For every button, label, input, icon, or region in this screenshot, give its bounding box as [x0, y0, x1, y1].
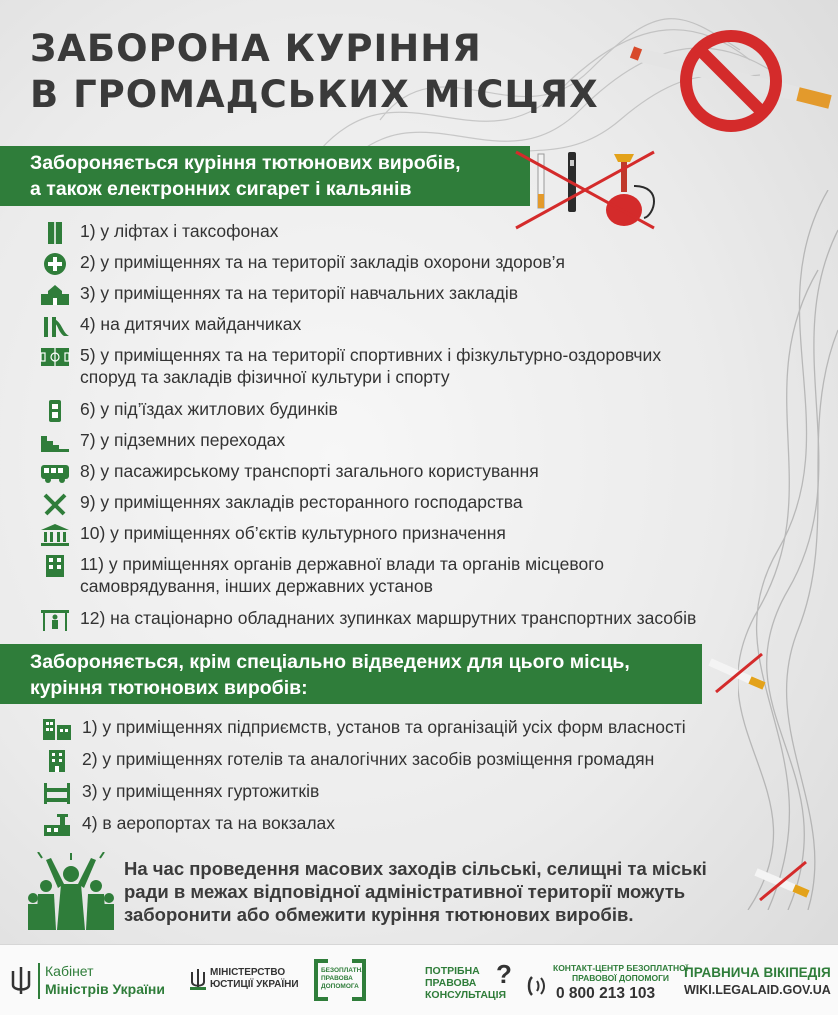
office-buildings-icon — [40, 716, 74, 742]
section-2-list — [40, 716, 686, 844]
list-item: 4) на дитячих майданчиках — [38, 313, 696, 344]
legal-wiki-link[interactable]: WIKI.LEGALAID.GOV.UA — [684, 983, 831, 997]
section-1-heading-line-2: а також електронних сигарет і кальянів — [30, 178, 412, 200]
footer — [0, 944, 838, 1015]
bus-stop-icon — [38, 607, 72, 633]
museum-icon — [38, 522, 72, 548]
list-item: 10) у приміщеннях об’єктів культурного призначення — [38, 522, 696, 553]
list-item: 11) у приміщеннях органів державної влади та органів місцевого самоврядування, інших державних установ — [38, 553, 696, 607]
airport-icon — [40, 812, 74, 838]
contact-center-label: КОНТАКТ-ЦЕНТР БЕЗОПЛАТНОЇ ПРАВОВОЇ ДОПОМОГИ — [553, 963, 689, 983]
list-item: 4) в аеропортах та на вокзалах — [40, 812, 686, 844]
no-smoking-note-icon — [752, 858, 812, 904]
phone-number[interactable]: 0 800 213 103 — [556, 985, 656, 1002]
title-line-2: В ГРОМАДСЬКИХ МІСЦЯХ — [30, 73, 599, 116]
list-item: 6) у під’їздах житлових будинків — [38, 398, 696, 429]
section-2-heading-line-2: куріння тютюнових виробів: — [30, 677, 308, 699]
section-2-heading-line-1: Забороняється, крім спеціально відведених для цього місць, — [30, 651, 630, 673]
section-1-heading — [0, 146, 530, 206]
list-item: 1) у ліфтах і таксофонах — [38, 220, 696, 251]
section-1-list — [38, 220, 696, 638]
entrance-door-icon — [38, 398, 72, 424]
list-item: 2) у приміщеннях готелів та аналогічних засобів розміщення громадян — [40, 748, 686, 780]
list-item: 5) у приміщеннях та на території спортивних і фізкультурно-оздоровчих споруд та закладів фізичної культури і спорту — [38, 344, 696, 398]
list-item: 3) у приміщеннях та на території навчальних закладів — [38, 282, 696, 313]
cabinet-logo[interactable]: Кабінет Міністрів України — [45, 963, 165, 997]
list-item: 1) у приміщеннях підприємств, установ та організацій усіх форм власності — [40, 716, 686, 748]
ministry-of-justice-logo[interactable]: МІНІСТЕРСТВО ЮСТИЦІЇ УКРАЇНИ — [210, 967, 299, 990]
government-building-icon — [38, 553, 72, 579]
stairs-icon — [38, 429, 72, 455]
playground-slide-icon — [38, 313, 72, 339]
list-item: 12) на стаціонарно обладнаних зупинках маршрутних транспортних засобів — [38, 607, 696, 638]
medical-cross-icon — [38, 251, 72, 277]
list-item: 7) у підземних переходах — [38, 429, 696, 460]
list-item: 8) у пасажирському транспорті загального користування — [38, 460, 696, 491]
section-1-heading-line-1: Забороняється куріння тютюнових виробів, — [30, 152, 461, 174]
need-consultation-label: ПОТРІБНА ПРАВОВА КОНСУЛЬТАЦІЯ — [425, 965, 507, 1001]
legal-aid-logo[interactable]: БЕЗОПЛАТНА ПРАВОВА ДОПОМОГА — [314, 959, 366, 1001]
phone-icon — [526, 975, 546, 997]
question-mark-icon: ? — [496, 959, 512, 989]
bunk-bed-icon — [40, 780, 74, 806]
section-2-heading — [0, 644, 702, 704]
crowd-icon — [28, 852, 114, 930]
no-smoking-small-icon — [706, 650, 768, 696]
legal-wiki-label: ПРАВНИЧА ВІКІПЕДІЯ — [684, 965, 831, 980]
smoke-decoration-right — [738, 190, 838, 910]
mass-events-note: На час проведення масових заходів сільські, селищні та міські ради в межах відповідної адміністративної території можуть заборонити або обмежити куріння тютюнових виробів. — [124, 858, 707, 925]
no-smoking-sign-icon — [628, 24, 836, 136]
list-item: 2) у приміщеннях та на території закладів охорони здоров’я — [38, 251, 696, 282]
bus-icon — [38, 460, 72, 486]
football-field-icon — [38, 344, 72, 370]
page-title — [30, 26, 599, 118]
school-icon — [38, 282, 72, 308]
title-line-1: ЗАБОРОНА КУРІННЯ — [30, 27, 482, 70]
fork-knife-icon — [38, 491, 72, 517]
ministry-trident-icon — [190, 967, 206, 991]
list-item: 3) у приміщеннях гуртожитків — [40, 780, 686, 812]
list-item: 9) у приміщеннях закладів ресторанного господарства — [38, 491, 696, 522]
elevator-icon — [38, 220, 72, 246]
trident-icon — [10, 965, 32, 995]
hotel-icon — [40, 748, 74, 774]
